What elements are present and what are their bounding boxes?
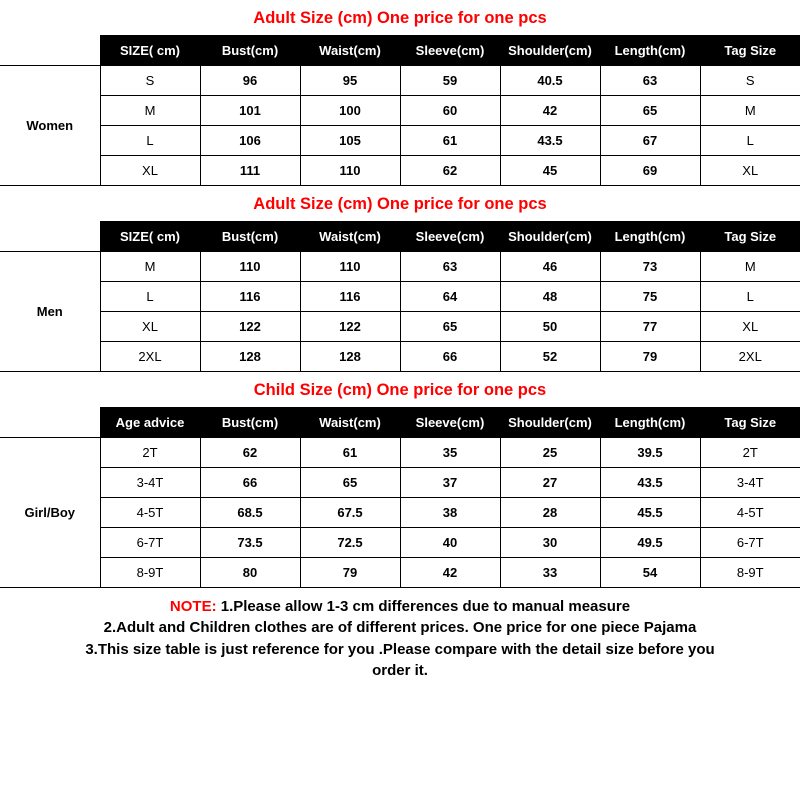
note-line-3: 3.This size table is just reference for you .Please compare with the detail size before you <box>85 640 715 658</box>
cell-tag-size: 3-4T <box>700 468 800 498</box>
corner-cell <box>0 36 100 66</box>
cell-bust: 122 <box>200 312 300 342</box>
cell-bust: 101 <box>200 96 300 126</box>
section-title-men: Adult Size (cm) One price for one pcs <box>253 195 547 213</box>
corner-cell <box>0 222 100 252</box>
size-table-child <box>0 407 800 588</box>
cell-length: 45.5 <box>600 498 700 528</box>
table-row <box>0 156 800 186</box>
table-row <box>0 342 800 372</box>
cell-bust: 66 <box>200 468 300 498</box>
section-child <box>0 372 800 588</box>
cell-shoulder: 50 <box>500 312 600 342</box>
cell-shoulder: 40.5 <box>500 66 600 96</box>
cell-length: 43.5 <box>600 468 700 498</box>
column-header: Bust(cm) <box>200 36 300 66</box>
cell-tag-size: 2T <box>700 438 800 468</box>
note-line-1 <box>6 596 794 617</box>
column-header: SIZE( cm) <box>100 36 200 66</box>
cell-length: 73 <box>600 252 700 282</box>
table-row <box>0 252 800 282</box>
column-header: Bust(cm) <box>200 408 300 438</box>
table-row <box>0 498 800 528</box>
cell-waist: 72.5 <box>300 528 400 558</box>
cell-tag-size: 6-7T <box>700 528 800 558</box>
cell-tag-size: 2XL <box>700 342 800 372</box>
column-header: Length(cm) <box>600 222 700 252</box>
cell-tag-size: XL <box>700 312 800 342</box>
table-row <box>0 438 800 468</box>
table-row <box>0 312 800 342</box>
cell-length: 67 <box>600 126 700 156</box>
column-header: Tag Size <box>700 408 800 438</box>
section-women <box>0 0 800 186</box>
cell-sleeve: 42 <box>400 558 500 588</box>
cell-shoulder: 28 <box>500 498 600 528</box>
cell-waist: 100 <box>300 96 400 126</box>
cell-waist: 67.5 <box>300 498 400 528</box>
cell-length: 69 <box>600 156 700 186</box>
cell-shoulder: 46 <box>500 252 600 282</box>
cell-shoulder: 45 <box>500 156 600 186</box>
row-size: L <box>100 282 200 312</box>
cell-waist: 65 <box>300 468 400 498</box>
cell-shoulder: 30 <box>500 528 600 558</box>
corner-cell <box>0 408 100 438</box>
cell-waist: 95 <box>300 66 400 96</box>
cell-sleeve: 40 <box>400 528 500 558</box>
note-line-4: order it. <box>372 661 428 679</box>
cell-sleeve: 60 <box>400 96 500 126</box>
cell-tag-size: L <box>700 282 800 312</box>
row-age: 2T <box>100 438 200 468</box>
cell-sleeve: 61 <box>400 126 500 156</box>
table-row <box>0 468 800 498</box>
cell-bust: 73.5 <box>200 528 300 558</box>
cell-tag-size: 4-5T <box>700 498 800 528</box>
cell-length: 77 <box>600 312 700 342</box>
section-men <box>0 186 800 372</box>
cell-tag-size: S <box>700 66 800 96</box>
row-age: 6-7T <box>100 528 200 558</box>
column-header: Length(cm) <box>600 408 700 438</box>
cell-tag-size: L <box>700 126 800 156</box>
note-block <box>0 588 800 681</box>
cell-waist: 128 <box>300 342 400 372</box>
group-label-child: Girl/Boy <box>0 438 100 588</box>
column-header: Sleeve(cm) <box>400 408 500 438</box>
row-age: 8-9T <box>100 558 200 588</box>
cell-tag-size: XL <box>700 156 800 186</box>
cell-sleeve: 37 <box>400 468 500 498</box>
column-header: Waist(cm) <box>300 222 400 252</box>
cell-bust: 62 <box>200 438 300 468</box>
cell-waist: 105 <box>300 126 400 156</box>
row-size: 2XL <box>100 342 200 372</box>
note-text-1: 1.Please allow 1-3 cm differences due to manual measure <box>216 598 631 615</box>
column-header: Shoulder(cm) <box>500 408 600 438</box>
table-row <box>0 282 800 312</box>
column-header: Tag Size <box>700 222 800 252</box>
cell-length: 65 <box>600 96 700 126</box>
cell-sleeve: 65 <box>400 312 500 342</box>
table-header-row <box>0 36 800 66</box>
cell-tag-size: M <box>700 252 800 282</box>
column-header: Sleeve(cm) <box>400 222 500 252</box>
row-age: 3-4T <box>100 468 200 498</box>
table-row <box>0 558 800 588</box>
column-header: Shoulder(cm) <box>500 36 600 66</box>
row-size: S <box>100 66 200 96</box>
cell-bust: 96 <box>200 66 300 96</box>
row-size: L <box>100 126 200 156</box>
table-row <box>0 66 800 96</box>
note-keyword: NOTE: <box>169 598 217 615</box>
table-row <box>0 96 800 126</box>
row-size: XL <box>100 312 200 342</box>
cell-bust: 106 <box>200 126 300 156</box>
column-header: Waist(cm) <box>300 36 400 66</box>
table-row <box>0 126 800 156</box>
row-age: 4-5T <box>100 498 200 528</box>
row-size: M <box>100 96 200 126</box>
cell-sleeve: 62 <box>400 156 500 186</box>
column-header: Sleeve(cm) <box>400 36 500 66</box>
cell-bust: 111 <box>200 156 300 186</box>
cell-sleeve: 63 <box>400 252 500 282</box>
column-header: Bust(cm) <box>200 222 300 252</box>
cell-tag-size: M <box>700 96 800 126</box>
cell-shoulder: 27 <box>500 468 600 498</box>
cell-tag-size: 8-9T <box>700 558 800 588</box>
table-row <box>0 528 800 558</box>
cell-shoulder: 42 <box>500 96 600 126</box>
column-header: SIZE( cm) <box>100 222 200 252</box>
cell-bust: 116 <box>200 282 300 312</box>
size-table-women <box>0 35 800 186</box>
cell-length: 54 <box>600 558 700 588</box>
cell-waist: 110 <box>300 252 400 282</box>
cell-bust: 68.5 <box>200 498 300 528</box>
cell-shoulder: 25 <box>500 438 600 468</box>
table-header-row <box>0 222 800 252</box>
cell-sleeve: 35 <box>400 438 500 468</box>
section-title-women: Adult Size (cm) One price for one pcs <box>253 9 547 27</box>
cell-length: 39.5 <box>600 438 700 468</box>
cell-sleeve: 66 <box>400 342 500 372</box>
cell-waist: 110 <box>300 156 400 186</box>
cell-sleeve: 64 <box>400 282 500 312</box>
cell-length: 79 <box>600 342 700 372</box>
cell-length: 49.5 <box>600 528 700 558</box>
group-label-men: Men <box>0 252 100 372</box>
cell-waist: 122 <box>300 312 400 342</box>
cell-waist: 116 <box>300 282 400 312</box>
column-header: Shoulder(cm) <box>500 222 600 252</box>
group-label-women: Women <box>0 66 100 186</box>
cell-shoulder: 52 <box>500 342 600 372</box>
cell-length: 75 <box>600 282 700 312</box>
row-size: M <box>100 252 200 282</box>
cell-shoulder: 48 <box>500 282 600 312</box>
cell-bust: 80 <box>200 558 300 588</box>
cell-shoulder: 33 <box>500 558 600 588</box>
cell-shoulder: 43.5 <box>500 126 600 156</box>
size-table-men <box>0 221 800 372</box>
cell-sleeve: 38 <box>400 498 500 528</box>
cell-waist: 61 <box>300 438 400 468</box>
cell-waist: 79 <box>300 558 400 588</box>
column-header: Age advice <box>100 408 200 438</box>
section-title-child: Child Size (cm) One price for one pcs <box>253 381 547 399</box>
row-size: XL <box>100 156 200 186</box>
cell-sleeve: 59 <box>400 66 500 96</box>
table-header-row <box>0 408 800 438</box>
column-header: Waist(cm) <box>300 408 400 438</box>
cell-bust: 110 <box>200 252 300 282</box>
column-header: Length(cm) <box>600 36 700 66</box>
note-line-2: 2.Adult and Children clothes are of different prices. One price for one piece Pajama <box>103 619 697 637</box>
cell-bust: 128 <box>200 342 300 372</box>
column-header: Tag Size <box>700 36 800 66</box>
cell-length: 63 <box>600 66 700 96</box>
